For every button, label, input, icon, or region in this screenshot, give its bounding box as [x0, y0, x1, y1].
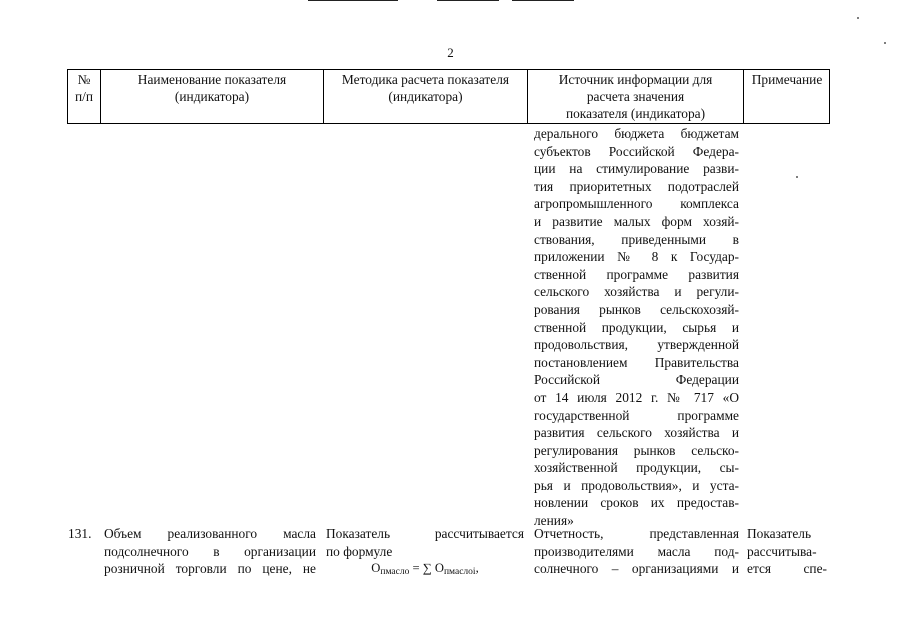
header-method [324, 71, 527, 123]
formula-lhs-subscript: пмасло [380, 567, 410, 578]
header-indicator-name [101, 71, 323, 123]
text-line: производителями масла под- [534, 543, 739, 559]
text-line: новлении сроков их предостав- [534, 495, 739, 511]
scan-speck [796, 176, 798, 178]
text-line: дерального бюджета бюджетам [534, 126, 739, 141]
text-line: сельского хозяйства и регули- [534, 284, 739, 300]
formula-rhs-subscript: пмаслоі [443, 567, 476, 578]
text-line: ствования, приведенными в [534, 231, 739, 247]
scan-edge-line [437, 0, 499, 1]
text-line: приложении № 8 к Государ- [534, 249, 739, 265]
text-line: постановлением Правительства [534, 354, 739, 370]
scan-speck [884, 42, 886, 44]
header-source-line: показателя (индикатора) [565, 106, 706, 121]
text-line: рассчитыва- [747, 543, 817, 559]
text-line: ственной продукции, сырья и [534, 319, 739, 335]
text-line: рования рынков сельскохозяй- [534, 301, 739, 317]
page-number: 2 [447, 45, 454, 60]
text-line: ственной программе развития [534, 266, 739, 282]
text-line: государственной программе [534, 407, 739, 423]
header-number-line: п/п [74, 89, 94, 104]
header-name-line: Наименование показателя [137, 72, 287, 87]
header-note [744, 71, 830, 123]
source-continuation-cell [534, 125, 739, 530]
formula-lhs: О [371, 561, 381, 576]
row-131-number [68, 525, 100, 543]
text-line: регулирования рынков сельско- [534, 442, 739, 458]
row-131-method [326, 525, 524, 578]
text-line: розничной торговли по цене, не [104, 561, 316, 577]
header-method-line: (индикатора) [388, 89, 463, 104]
text-line: ления» [534, 513, 574, 529]
header-method-line: Методика расчета показателя [341, 72, 510, 87]
table-top-border [67, 69, 830, 70]
text-line: от 14 июля 2012 г. № 717 «О [534, 389, 739, 405]
text-line: рья и продовольствия», и уста- [534, 477, 739, 493]
text-line: развития сельского хозяйства и [534, 425, 739, 441]
header-source-line: расчета значения [586, 89, 685, 104]
text-line: и развитие малых форм хозяй- [534, 213, 739, 229]
text-line: Показатель [747, 526, 812, 541]
text-line: ции на стимулирование разви- [534, 161, 739, 177]
text-line: подсолнечного в организации [104, 543, 316, 559]
header-source [528, 71, 743, 123]
header-source-line: Источник информации для [558, 72, 713, 87]
formula-tail: , [475, 561, 479, 576]
text-line: Российской Федерации [534, 372, 739, 388]
text-line: солнечного – организациями и [534, 561, 739, 577]
text-line: продовольствия, утвержденной [534, 337, 739, 353]
row-131-note [747, 525, 827, 578]
text-line: агропромышленного комплекса [534, 196, 739, 212]
scan-edge-line [512, 0, 574, 1]
text-line: Показатель рассчитывается [326, 526, 524, 541]
text-line: хозяйственной продукции, сы- [534, 460, 739, 476]
text-line: Отчетность, представленная [534, 526, 739, 541]
scan-speck [857, 17, 859, 19]
row-number: 131. [68, 526, 92, 541]
row-131-source [534, 525, 739, 578]
text-line: субъектов Российской Федера- [534, 143, 739, 159]
text-line: по формуле [326, 543, 393, 559]
table-header-border [67, 123, 830, 124]
formula [326, 560, 524, 578]
header-name-line: (индикатора) [174, 89, 250, 104]
row-131-name [104, 525, 316, 578]
header-number-line: № [77, 72, 91, 87]
header-number [68, 71, 100, 123]
text-line: тия приоритетных подотраслей [534, 178, 739, 194]
formula-operator: = ∑ О [409, 561, 444, 576]
scan-edge-line [308, 0, 398, 1]
header-note-line: Примечание [751, 72, 823, 87]
text-line: Объем реализованного масла [104, 526, 316, 541]
text-line: ется спе- [747, 561, 827, 577]
